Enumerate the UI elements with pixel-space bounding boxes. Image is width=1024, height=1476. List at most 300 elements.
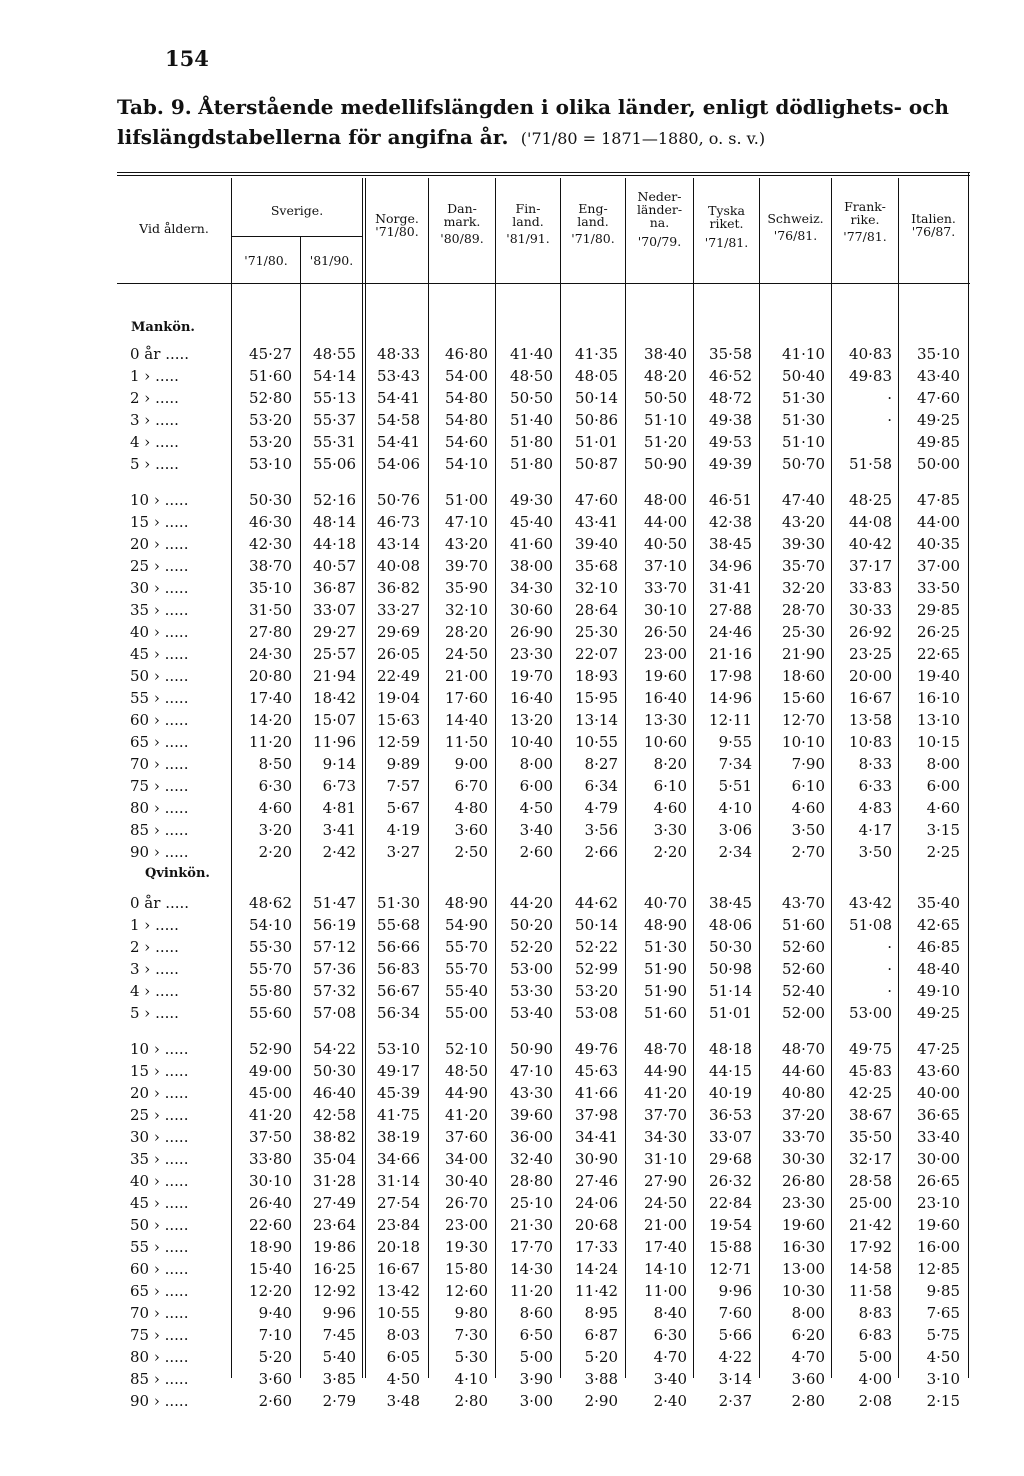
age-label: 90 › .....	[130, 843, 189, 861]
table-cell: 43·20	[782, 513, 825, 531]
table-cell: 16·40	[510, 689, 553, 707]
table-cell: 50·14	[575, 916, 618, 934]
table-cell: 4·79	[584, 799, 618, 817]
table-cell: 27·88	[709, 601, 752, 619]
table-cell: 8·27	[584, 755, 618, 773]
table-cell: 37·70	[644, 1106, 687, 1124]
table-cell: 31·14	[377, 1172, 420, 1190]
table-cell: 42·58	[313, 1106, 356, 1124]
table-cell: 46·51	[709, 491, 752, 509]
age-label: 55 › .....	[130, 689, 189, 707]
table-top-rule-2	[117, 175, 970, 176]
table-cell: 34·30	[510, 579, 553, 597]
table-cell: 44·18	[313, 535, 356, 553]
table-cell: 17·33	[575, 1238, 618, 1256]
table-cell: 40·08	[377, 557, 420, 575]
table-cell: 46·73	[377, 513, 420, 531]
table-cell: 2·66	[584, 843, 618, 861]
table-cell: 26·50	[644, 623, 687, 641]
table-cell: 44·90	[644, 1062, 687, 1080]
table-cell: 37·60	[445, 1128, 488, 1146]
table-cell: 14·20	[249, 711, 292, 729]
age-label: 75 › .....	[130, 777, 189, 795]
table-cell: 37·98	[575, 1106, 618, 1124]
table-cell: ·	[887, 982, 892, 1000]
table-cell: 44·20	[510, 894, 553, 912]
table-cell: 52·40	[782, 982, 825, 1000]
table-cell: 8·00	[791, 1304, 825, 1322]
country-period: '76/81.	[773, 228, 818, 243]
table-cell: 16·40	[644, 689, 687, 707]
table-cell: 12·85	[917, 1260, 960, 1278]
table-cell: 14·40	[445, 711, 488, 729]
table-cell: 5·30	[454, 1348, 488, 1366]
table-cell: 55·00	[445, 1004, 488, 1022]
country-header	[561, 202, 625, 245]
table-cell: 55·68	[377, 916, 420, 934]
country-name: Fin- land.	[512, 201, 544, 229]
table-cell: 33·07	[313, 601, 356, 619]
table-cell: 52·10	[445, 1040, 488, 1058]
table-cell: 49·17	[377, 1062, 420, 1080]
table-cell: 31·41	[709, 579, 752, 597]
age-label: 20 › .....	[130, 1084, 189, 1102]
country-period: '71/80.	[375, 224, 419, 239]
table-title-text: Återstående medellifslängden i olika länder, enligt dödlighets- och lifslängdstabellerna för angifna år.	[117, 95, 949, 149]
table-cell: ·	[887, 411, 892, 429]
table-cell: 25·30	[575, 623, 618, 641]
table-cell: 55·31	[313, 433, 356, 451]
sweden-period-1: '71/80.	[244, 253, 288, 268]
table-cell: 23·00	[445, 1216, 488, 1234]
table-cell: 27·46	[575, 1172, 618, 1190]
table-cell: 2·79	[322, 1392, 356, 1410]
table-cell: 39·70	[445, 557, 488, 575]
table-cell: ·	[887, 389, 892, 407]
table-cell: 42·38	[709, 513, 752, 531]
table-cell: 50·30	[313, 1062, 356, 1080]
table-cell: 3·14	[718, 1370, 752, 1388]
table-cell: 35·68	[575, 557, 618, 575]
table-cell: 43·60	[917, 1062, 960, 1080]
table-cell: 12·71	[709, 1260, 752, 1278]
table-cell: 40·19	[709, 1084, 752, 1102]
table-cell: 35·70	[782, 557, 825, 575]
table-cell: 42·25	[849, 1084, 892, 1102]
table-cell: 4·60	[258, 799, 292, 817]
table-cell: 54·41	[377, 433, 420, 451]
table-cell: 10·83	[849, 733, 892, 751]
age-label: 15 › .....	[130, 1062, 189, 1080]
table-cell: 51·30	[377, 894, 420, 912]
table-cell: 51·80	[510, 433, 553, 451]
table-cell: 11·42	[575, 1282, 618, 1300]
table-cell: 4·00	[858, 1370, 892, 1388]
table-cell: 19·54	[709, 1216, 752, 1234]
table-cell: 2·34	[718, 843, 752, 861]
table-cell: 4·60	[791, 799, 825, 817]
age-label: 4 › .....	[130, 433, 179, 451]
table-cell: 35·50	[849, 1128, 892, 1146]
table-cell: 55·70	[249, 960, 292, 978]
table-cell: 31·28	[313, 1172, 356, 1190]
table-cell: 53·08	[575, 1004, 618, 1022]
table-cell: 54·60	[445, 433, 488, 451]
table-cell: 51·90	[644, 960, 687, 978]
table-cell: 2·80	[454, 1392, 488, 1410]
table-cell: 30·60	[510, 601, 553, 619]
table-cell: 56·19	[313, 916, 356, 934]
table-cell: 3·27	[386, 843, 420, 861]
table-cell: 45·63	[575, 1062, 618, 1080]
age-label: 30 › .....	[130, 1128, 189, 1146]
table-cell: 22·49	[377, 667, 420, 685]
table-cell: 8·00	[519, 755, 553, 773]
table-cell: 2·90	[584, 1392, 618, 1410]
table-cell: 30·00	[917, 1150, 960, 1168]
table-cell: 40·80	[782, 1084, 825, 1102]
table-cell: 56·66	[377, 938, 420, 956]
table-cell: 6·83	[858, 1326, 892, 1344]
table-cell: 51·30	[644, 938, 687, 956]
table-cell: 40·57	[313, 557, 356, 575]
table-cell: 53·00	[510, 960, 553, 978]
table-cell: 54·10	[249, 916, 292, 934]
table-cell: 27·49	[313, 1194, 356, 1212]
table-cell: 50·00	[917, 455, 960, 473]
table-cell: 4·17	[858, 821, 892, 839]
table-cell: 44·90	[445, 1084, 488, 1102]
table-cell: 18·60	[782, 667, 825, 685]
table-cell: 57·32	[313, 982, 356, 1000]
country-period: '77/81.	[843, 229, 887, 244]
table-cell: 3·60	[791, 1370, 825, 1388]
table-cell: 38·45	[709, 894, 752, 912]
table-cell: 3·20	[258, 821, 292, 839]
table-cell: 49·83	[849, 367, 892, 385]
table-cell: 5·40	[322, 1348, 356, 1366]
table-cell: 2·40	[653, 1392, 687, 1410]
table-cell: 28·80	[510, 1172, 553, 1190]
table-cell: 10·10	[782, 733, 825, 751]
table-cell: 43·70	[782, 894, 825, 912]
table-cell: 30·10	[249, 1172, 292, 1190]
table-cell: 4·19	[386, 821, 420, 839]
table-cell: 23·25	[849, 645, 892, 663]
table-cell: 51·58	[849, 455, 892, 473]
age-label: 15 › .....	[130, 513, 189, 531]
table-cell: 16·67	[849, 689, 892, 707]
table-cell: 29·68	[709, 1150, 752, 1168]
table-cell: 37·10	[644, 557, 687, 575]
table-cell: 32·40	[510, 1150, 553, 1168]
col-divider	[898, 178, 899, 1378]
header-bottom-rule	[117, 283, 970, 284]
table-cell: 33·80	[249, 1150, 292, 1168]
table-cell: 49·38	[709, 411, 752, 429]
table-cell: 48·18	[709, 1040, 752, 1058]
table-cell: 36·87	[313, 579, 356, 597]
table-cell: 7·30	[454, 1326, 488, 1344]
table-cell: 51·08	[849, 916, 892, 934]
table-cell: 2·60	[519, 843, 553, 861]
table-cell: 23·00	[644, 645, 687, 663]
table-cell: 21·00	[445, 667, 488, 685]
table-cell: 9·00	[454, 755, 488, 773]
table-cell: 50·30	[709, 938, 752, 956]
age-label: 4 › .....	[130, 982, 179, 1000]
table-cell: 30·10	[644, 601, 687, 619]
table-cell: 5·00	[519, 1348, 553, 1366]
table-cell: 16·67	[377, 1260, 420, 1278]
age-label: 70 › .....	[130, 1304, 189, 1322]
table-cell: 6·30	[653, 1326, 687, 1344]
page-number: 154	[165, 46, 209, 71]
table-cell: 55·40	[445, 982, 488, 1000]
table-cell: 45·39	[377, 1084, 420, 1102]
table-cell: 6·33	[858, 777, 892, 795]
table-cell: 54·41	[377, 389, 420, 407]
table-cell: 3·50	[858, 843, 892, 861]
table-cell: 33·83	[849, 579, 892, 597]
table-cell: 12·92	[313, 1282, 356, 1300]
table-cell: 15·60	[782, 689, 825, 707]
table-cell: 34·30	[644, 1128, 687, 1146]
table-cell: 23·30	[782, 1194, 825, 1212]
table-cell: 16·10	[917, 689, 960, 707]
table-cell: 45·27	[249, 345, 292, 363]
table-cell: 40·00	[917, 1084, 960, 1102]
table-cell: 26·32	[709, 1172, 752, 1190]
table-cell: 13·30	[644, 711, 687, 729]
table-cell: 4·83	[858, 799, 892, 817]
table-cell: 48·90	[445, 894, 488, 912]
table-cell: 52·60	[782, 960, 825, 978]
table-cell: 24·46	[709, 623, 752, 641]
table-cell: 5·67	[386, 799, 420, 817]
country-period: '71/80.	[571, 231, 615, 246]
table-cell: 38·70	[249, 557, 292, 575]
table-cell: 35·10	[917, 345, 960, 363]
table-cell: 51·01	[575, 433, 618, 451]
table-cell: 44·15	[709, 1062, 752, 1080]
table-cell: 33·07	[709, 1128, 752, 1146]
country-period: '71/81.	[704, 235, 749, 250]
table-cell: 25·10	[510, 1194, 553, 1212]
table-cell: 48·06	[709, 916, 752, 934]
age-label: 25 › .....	[130, 557, 189, 575]
table-cell: 43·40	[917, 367, 960, 385]
table-cell: 48·50	[445, 1062, 488, 1080]
table-cell: 7·57	[386, 777, 420, 795]
table-cell: 6·05	[386, 1348, 420, 1366]
table-cell: 14·10	[644, 1260, 687, 1278]
table-cell: 6·20	[791, 1326, 825, 1344]
country-name: Dan- mark.	[443, 201, 481, 229]
table-cell: 42·65	[917, 916, 960, 934]
table-cell: 13·20	[510, 711, 553, 729]
table-cell: 3·40	[519, 821, 553, 839]
table-cell: 10·55	[377, 1304, 420, 1322]
table-cell: 15·80	[445, 1260, 488, 1278]
table-cell: 35·04	[313, 1150, 356, 1168]
table-cell: 30·33	[849, 601, 892, 619]
table-cell: 12·70	[782, 711, 825, 729]
table-cell: 11·58	[849, 1282, 892, 1300]
table-cell: 29·85	[917, 601, 960, 619]
table-cell: 43·14	[377, 535, 420, 553]
table-cell: ·	[887, 938, 892, 956]
table-cell: 55·37	[313, 411, 356, 429]
country-name: Eng- land.	[577, 201, 609, 229]
table-cell: 8·20	[653, 755, 687, 773]
table-cell: 32·17	[849, 1150, 892, 1168]
table-cell: 48·70	[782, 1040, 825, 1058]
table-cell: 51·60	[782, 916, 825, 934]
table-cell: 54·80	[445, 389, 488, 407]
table-cell: 57·08	[313, 1004, 356, 1022]
col-divider	[759, 178, 760, 1378]
table-cell: 8·33	[858, 755, 892, 773]
table-cell: 19·70	[510, 667, 553, 685]
table-cell: 47·60	[917, 389, 960, 407]
table-cell: 6·10	[791, 777, 825, 795]
table-cell: 48·40	[917, 960, 960, 978]
table-cell: 21·00	[644, 1216, 687, 1234]
table-cell: 54·06	[377, 455, 420, 473]
country-header	[626, 190, 693, 248]
table-cell: 26·40	[249, 1194, 292, 1212]
table-cell: 47·60	[575, 491, 618, 509]
table-cell: 10·60	[644, 733, 687, 751]
table-cell: 8·40	[653, 1304, 687, 1322]
table-cell: 25·00	[849, 1194, 892, 1212]
table-cell: 52·00	[782, 1004, 825, 1022]
table-cell: 44·08	[849, 513, 892, 531]
table-cell: 50·87	[575, 455, 618, 473]
table-cell: 43·20	[445, 535, 488, 553]
table-cell: 3·00	[519, 1392, 553, 1410]
table-cell: 19·60	[782, 1216, 825, 1234]
table-cell: 4·10	[718, 799, 752, 817]
table-cell: 40·42	[849, 535, 892, 553]
table-cell: 36·65	[917, 1106, 960, 1124]
table-cell: 26·25	[917, 623, 960, 641]
table-cell: 54·22	[313, 1040, 356, 1058]
table-cell: 28·58	[849, 1172, 892, 1190]
table-cell: 51·01	[709, 1004, 752, 1022]
table-cell: 51·00	[445, 491, 488, 509]
table-cell: 45·00	[249, 1084, 292, 1102]
table-cell: 26·05	[377, 645, 420, 663]
table-cell: 21·30	[510, 1216, 553, 1234]
table-cell: 33·50	[917, 579, 960, 597]
table-cell: 43·42	[849, 894, 892, 912]
table-cell: 35·58	[709, 345, 752, 363]
table-cell: 10·15	[917, 733, 960, 751]
table-cell: 50·20	[510, 916, 553, 934]
table-cell: 23·64	[313, 1216, 356, 1234]
table-cell: 10·40	[510, 733, 553, 751]
age-label: 65 › .....	[130, 1282, 189, 1300]
table-label: Tab. 9.	[117, 95, 192, 119]
table-cell: 44·60	[782, 1062, 825, 1080]
table-cell: 11·96	[313, 733, 356, 751]
table-cell	[832, 432, 892, 452]
table-cell: 5·20	[584, 1348, 618, 1366]
country-name: Italien.	[911, 211, 956, 226]
table-cell: 50·90	[644, 455, 687, 473]
table-cell: 50·14	[575, 389, 618, 407]
table-cell: 6·10	[653, 777, 687, 795]
table-cell: 49·25	[917, 1004, 960, 1022]
table-cell: 48·00	[644, 491, 687, 509]
table-cell: 6·00	[519, 777, 553, 795]
table-cell: 16·30	[782, 1238, 825, 1256]
table-cell: 2·60	[258, 1392, 292, 1410]
table-cell: 48·90	[644, 916, 687, 934]
table-cell: 54·10	[445, 455, 488, 473]
age-label: 60 › .....	[130, 1260, 189, 1278]
table-cell: 9·96	[718, 1282, 752, 1300]
table-cell: 4·50	[519, 799, 553, 817]
sweden-period-2: '81/90.	[309, 253, 354, 268]
table-cell: 20·68	[575, 1216, 618, 1234]
table-right-edge	[968, 172, 969, 1378]
age-label: 2 › .....	[130, 938, 179, 956]
country-header	[429, 202, 495, 245]
table-cell: 41·35	[575, 345, 618, 363]
table-cell: 53·20	[575, 982, 618, 1000]
table-cell: 47·25	[917, 1040, 960, 1058]
period-note: ('71/80 = 1871—1880, o. s. v.)	[520, 129, 766, 148]
table-cell: 15·40	[249, 1260, 292, 1278]
table-cell: 50·50	[644, 389, 687, 407]
table-cell: 11·20	[510, 1282, 553, 1300]
table-cell: 5·00	[858, 1348, 892, 1366]
table-cell: 48·25	[849, 491, 892, 509]
table-cell: 44·00	[917, 513, 960, 531]
table-cell: 53·10	[377, 1040, 420, 1058]
table-cell: 13·00	[782, 1260, 825, 1278]
table-cell: 4·50	[926, 1348, 960, 1366]
table-cell: 8·60	[519, 1304, 553, 1322]
table-cell: 54·14	[313, 367, 356, 385]
table-cell: 26·80	[782, 1172, 825, 1190]
table-cell: 3·30	[653, 821, 687, 839]
table-cell: 12·59	[377, 733, 420, 751]
table-cell: 6·30	[258, 777, 292, 795]
table-cell: 50·98	[709, 960, 752, 978]
table-cell: 30·90	[575, 1150, 618, 1168]
table-cell: 2·42	[322, 843, 356, 861]
table-cell: 41·60	[510, 535, 553, 553]
age-label: 85 › .....	[130, 821, 189, 839]
table-cell: 51·14	[709, 982, 752, 1000]
table-cell: 47·40	[782, 491, 825, 509]
age-label: 70 › .....	[130, 755, 189, 773]
table-cell: 53·30	[510, 982, 553, 1000]
table-cell: 20·00	[849, 667, 892, 685]
age-label: 30 › .....	[130, 579, 189, 597]
table-cell: 25·57	[313, 645, 356, 663]
table-cell: 3·88	[584, 1370, 618, 1388]
table-cell: 32·20	[782, 579, 825, 597]
table-cell: 13·10	[917, 711, 960, 729]
table-cell: 34·96	[709, 557, 752, 575]
table-cell: 38·00	[510, 557, 553, 575]
table-top-rule	[117, 172, 970, 173]
